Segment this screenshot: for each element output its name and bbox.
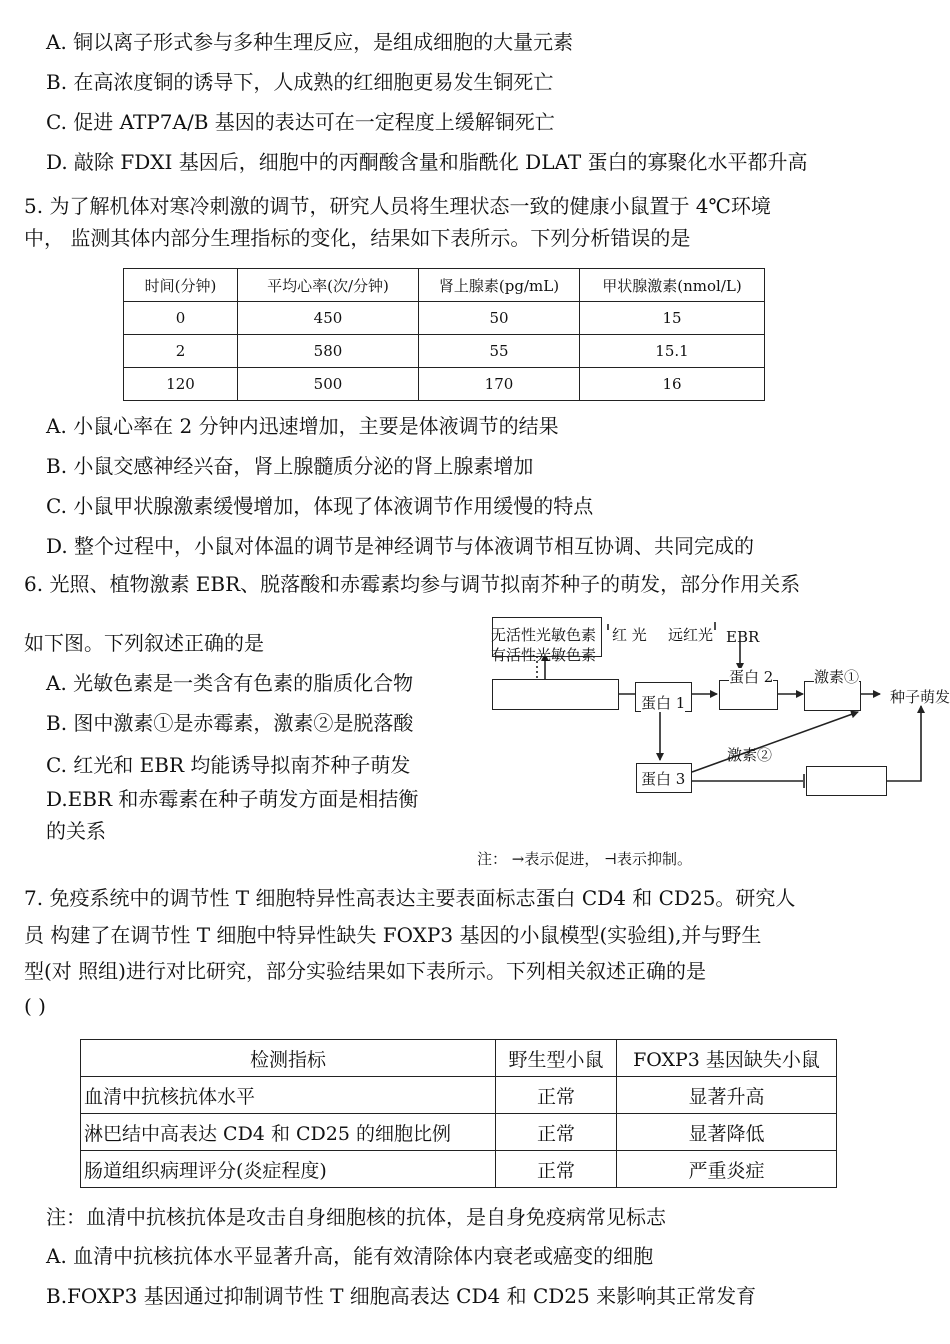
table-header-row (81, 1040, 837, 1077)
table-header-cell: 检测指标 (81, 1040, 496, 1077)
table-header-cell: 时间(分钟) (124, 269, 238, 302)
q5-option-b: B. 小鼠交感神经兴奋，肾上腺髓质分泌的肾上腺素增加 (46, 454, 534, 478)
table-cell: 血清中抗核抗体水平 (81, 1077, 496, 1114)
q4-option-b: B. 在高浓度铜的诱导下，人成熟的红细胞更易发生铜死亡 (46, 70, 554, 94)
table-cell: 2 (124, 335, 238, 368)
q6-option-c: C. 红光和 EBR 均能诱导拟南芥种子萌发 (46, 753, 411, 777)
table-header-cell: FOXP3 基因缺失小鼠 (617, 1040, 837, 1077)
table-header-cell: 肾上腺素(pg/mL) (419, 269, 580, 302)
diagram-note: 注： →表示促进， ⊣表示抑制。 (477, 850, 693, 868)
table-cell: 450 (238, 302, 419, 335)
table-cell: 170 (419, 368, 580, 401)
table-cell: 120 (124, 368, 238, 401)
table-cell: 500 (238, 368, 419, 401)
table-row (81, 1077, 837, 1114)
table-cell: 55 (419, 335, 580, 368)
table-cell: 50 (419, 302, 580, 335)
q6-option-d: D.EBR 和赤霉素在种子萌发方面是相拮衡 (46, 787, 419, 811)
q6-stem-line1: 6. 光照、植物激素 EBR、脱落酸和赤霉素均参与调节拟南芥种子的萌发，部分作用关系 (24, 572, 801, 596)
table-cell: 15 (580, 302, 765, 335)
table-cell: 15.1 (580, 335, 765, 368)
table-cell: 正常 (496, 1114, 617, 1151)
q5-option-d: D. 整个过程中，小鼠对体温的调节是神经调节与体液调节相互协调、共同完成的 (46, 534, 755, 558)
germination-label: 种子萌发 (890, 688, 950, 706)
inactive-pigment-label: 无活性光敏色素 (491, 626, 597, 644)
table-cell: 正常 (496, 1077, 617, 1114)
red-light-label: 红 光 (612, 626, 647, 644)
table-row (81, 1114, 837, 1151)
table-cell: 显著升高 (617, 1077, 837, 1114)
q6-stem-line2: 如下图。下列叙述正确的是 (24, 631, 264, 655)
protein3-label: 蛋白 3 (641, 770, 686, 788)
q7-stem-line3: 型(对 照组)进行对比研究，部分实验结果如下表所示。下列相关叙述正确的是 (24, 959, 706, 983)
table-header-cell: 野生型小鼠 (496, 1040, 617, 1077)
table-cell: 正常 (496, 1151, 617, 1188)
q7-table (80, 1039, 837, 1188)
hormone2-box (806, 766, 887, 796)
q7-stem-line4: ( ) (24, 994, 46, 1018)
q6-option-b: B. 图中激素①是赤霉素，激素②是脱落酸 (46, 711, 414, 735)
arrow-p3-h1 (692, 712, 858, 772)
table-header-cell: 甲状腺激素(nmol/L) (580, 269, 765, 302)
q5-option-a: A. 小鼠心率在 2 分钟内迅速增加，主要是体液调节的结果 (46, 414, 559, 438)
q4-option-d: D. 敲除 FDXI 基因后，细胞中的丙酮酸含量和脂酰化 DLAT 蛋白的寡聚化水平都升高 (46, 150, 808, 174)
hormone2-label: 激素② (727, 746, 773, 764)
protein2-label: 蛋白 2 (729, 668, 774, 686)
q6-option-a: A. 光敏色素是一类含有色素的脂质化合物 (46, 671, 414, 695)
q7-stem-line2: 员 构建了在调节性 T 细胞中特异性缺失 FOXP3 基因的小鼠模型(实验组),并与野生 (24, 923, 762, 947)
q7-option-a: A. 血清中抗核抗体水平显著升高，能有效清除体内衰老或癌变的细胞 (46, 1244, 654, 1268)
q5-stem-line2: 中， 监测其体内部分生理指标的变化，结果如下表所示。下列分析错误的是 (24, 226, 691, 250)
table-cell: 0 (124, 302, 238, 335)
table-cell: 显著降低 (617, 1114, 837, 1151)
protein1-label: 蛋白 1 (641, 694, 686, 712)
table-header-cell: 平均心率(次/分钟) (238, 269, 419, 302)
table-cell: 580 (238, 335, 419, 368)
table-cell: 淋巴结中高表达 CD4 和 CD25 的细胞比例 (81, 1114, 496, 1151)
q4-option-a: A. 铜以离子形式参与多种生理反应，是组成细胞的大量元素 (46, 30, 574, 54)
q7-stem-line1: 7. 免疫系统中的调节性 T 细胞特异性高表达主要表面标志蛋白 CD4 和 CD25。研究人 (24, 886, 796, 910)
hormone1-label: 激素① (814, 668, 860, 686)
q7-note: 注：血清中抗核抗体是攻击自身细胞核的抗体，是自身免疫病常见标志 (46, 1205, 666, 1229)
table-cell: 肠道组织病理评分(炎症程度) (81, 1151, 496, 1188)
table-cell: 严重炎症 (617, 1151, 837, 1188)
q5-option-c: C. 小鼠甲状腺激素缓慢增加，体现了体液调节作用缓慢的特点 (46, 494, 594, 518)
table-row (81, 1151, 837, 1188)
active-pigment-label: 有活性光敏色素 (491, 646, 597, 664)
table-cell: 16 (580, 368, 765, 401)
ebr-label: EBR (726, 628, 760, 646)
active-pigment-box (492, 679, 619, 710)
q5-stem-line1: 5. 为了解机体对寒冷刺激的调节，研究人员将生理状态一致的健康小鼠置于 4℃环境 (24, 194, 771, 218)
q4-option-c: C. 促进 ATP7A/B 基因的表达可在一定程度上缓解铜死亡 (46, 110, 555, 134)
far-red-label: 远红光 (668, 626, 714, 644)
q6-option-d-cont: 的关系 (46, 819, 106, 843)
q7-option-b: B.FOXP3 基因通过抑制调节性 T 细胞高表达 CD4 和 CD25 来影响其正常发育 (46, 1284, 757, 1308)
arrow-h2-germination (887, 712, 921, 781)
